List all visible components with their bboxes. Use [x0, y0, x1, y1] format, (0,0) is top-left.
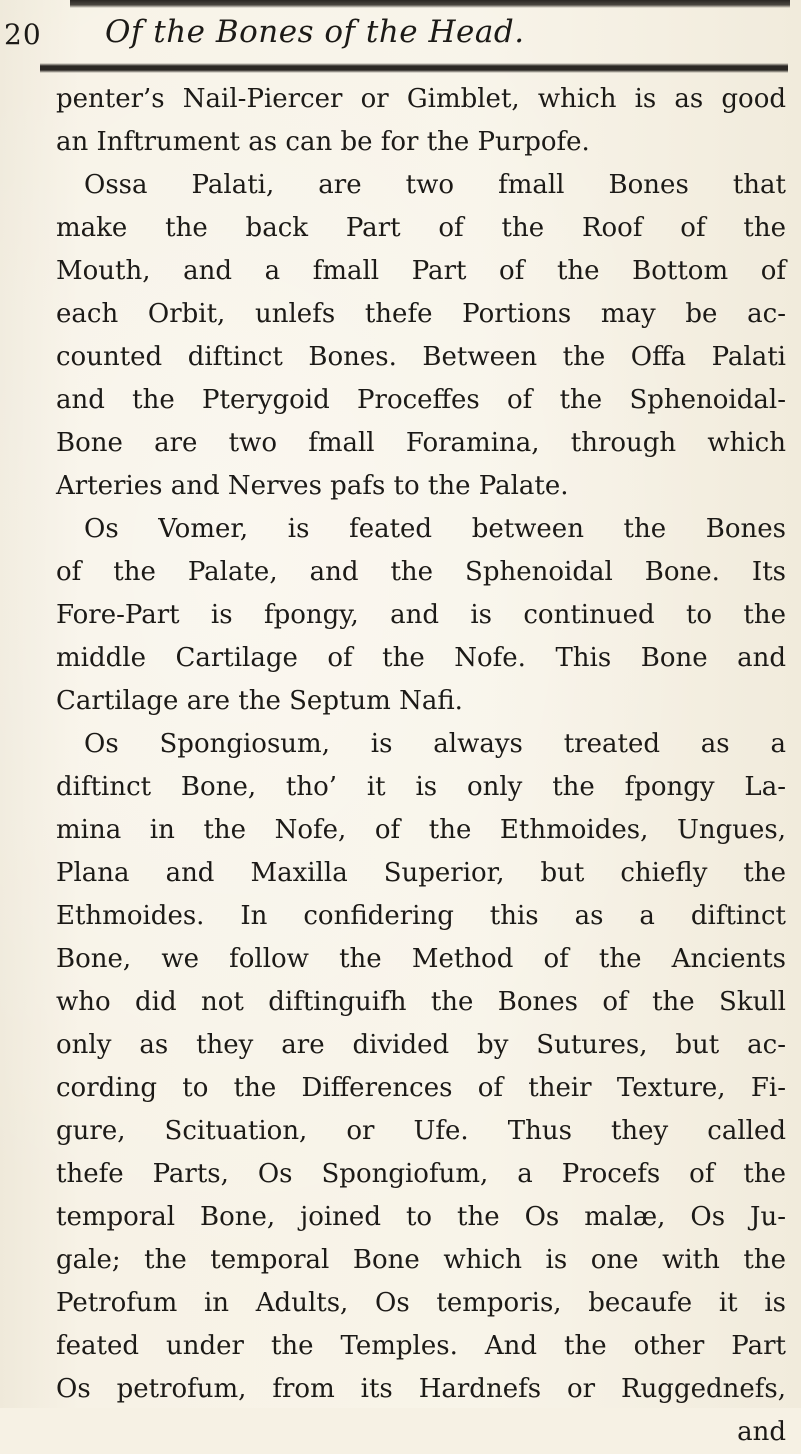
text-line: mina in the Nofe, of the Ethmoides, Ungues, — [56, 815, 786, 845]
text-line: cording to the Differences of their Texture, Fi- — [56, 1073, 786, 1103]
page-number: 20 — [4, 18, 42, 51]
text-line: Petrofum in Adults, Os temporis, becaufe it is — [56, 1288, 786, 1318]
text-line: counted diftinct Bones. Between the Offa Palati — [56, 342, 786, 372]
text-line: diftinct Bone, tho’ it is only the fpongy La- — [56, 772, 786, 802]
text-line: feated under the Temples. And the other Part — [56, 1331, 786, 1361]
text-line: Bone are two fmall Foramina, through which — [56, 428, 786, 458]
top-rule — [70, 0, 790, 8]
text-line: of the Palate, and the Sphenoidal Bone. Its — [56, 557, 786, 587]
text-line: each Orbit, unlefs thefe Portions may be ac- — [56, 299, 786, 329]
body-text — [56, 78, 786, 1454]
text-line: Ethmoides. In confidering this as a diftinct — [56, 901, 786, 931]
text-line: Bone, we follow the Method of the Ancients — [56, 944, 786, 974]
text-line: Ossa Palati, are two fmall Bones that — [84, 170, 786, 200]
header-rule — [40, 63, 788, 73]
text-line: Cartilage are the Septum Nafi. — [56, 686, 463, 716]
text-line: thefe Parts, Os Spongiofum, a Procefs of the — [56, 1159, 786, 1189]
text-line: gale; the temporal Bone which is one with the — [56, 1245, 786, 1275]
text-line: Os Spongiosum, is always treated as a — [84, 729, 786, 759]
text-line: Plana and Maxilla Superior, but chiefly the — [56, 858, 786, 888]
text-line: only as they are divided by Sutures, but ac- — [56, 1030, 786, 1060]
text-line: temporal Bone, joined to the Os malæ, Os Ju- — [56, 1202, 786, 1232]
text-line: gure, Scituation, or Ufe. Thus they called — [56, 1116, 786, 1146]
text-line: Mouth, and a fmall Part of the Bottom of — [56, 256, 786, 286]
text-line: Arteries and Nerves pafs to the Palate. — [56, 471, 569, 501]
text-line: who did not diftinguifh the Bones of the Skull — [56, 987, 786, 1017]
text-line: Fore-Part is fpongy, and is continued to the — [56, 600, 786, 630]
text-line: make the back Part of the Roof of the — [56, 213, 786, 243]
catchword: and — [737, 1417, 786, 1447]
text-line: middle Cartilage of the Nofe. This Bone and — [56, 643, 786, 673]
text-line: an Inftrument as can be for the Purpofe. — [56, 127, 590, 157]
text-line: Os petrofum, from its Hardnefs or Ruggednefs, — [56, 1374, 786, 1404]
text-line: Os Vomer, is feated between the Bones — [84, 514, 786, 544]
text-line: penter’s Nail-Piercer or Gimblet, which is as good — [56, 84, 786, 114]
running-head: Of the Bones of the Head. — [105, 14, 525, 50]
text-line: and the Pterygoid Proceffes of the Sphenoidal- — [56, 385, 786, 415]
